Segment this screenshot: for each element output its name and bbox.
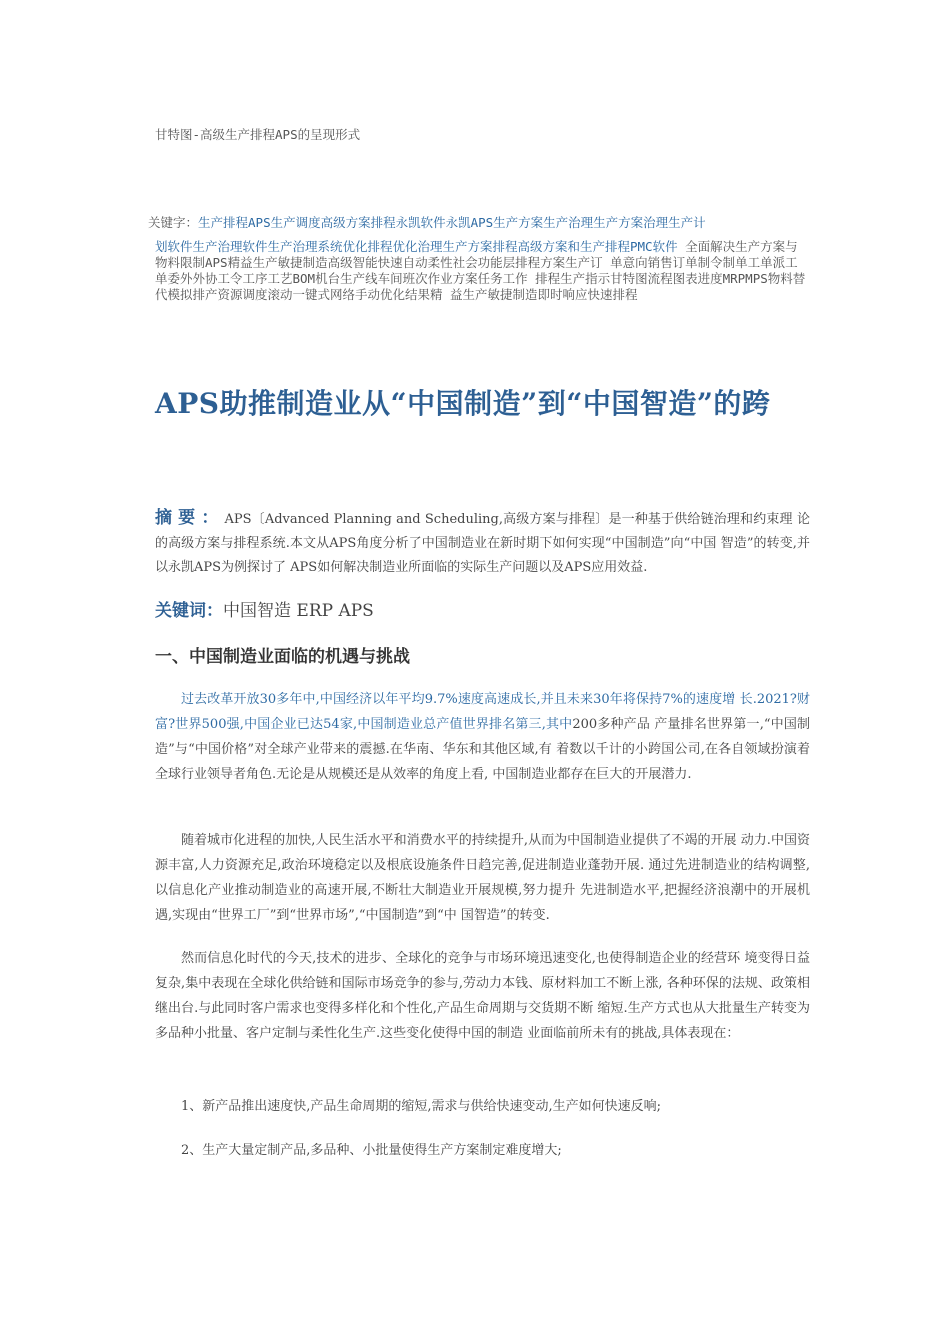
paragraph-1 [155, 687, 810, 787]
abstract-text: APS〔Advanced Planning and Scheduling,高级方案与排程〕是一种基于供给链治理和约束理 论的高级方案与排程系统.本文从APS角度分析了中国制造业在新时期下如何实现“中国制造”向“中国 智造”的转变,并以永凯APS为例探讨了 APS如何解决制造业所面临的实际生产问题以及APS应用效益. [155, 512, 810, 575]
keywords-label: 关键词： [155, 601, 223, 621]
figure-caption: 甘特图-高级生产排程APS的呈现形式 [155, 127, 361, 142]
list-item: 2、生产大量定制产品,多品种、小批量使得生产方案制定难度增大; [181, 1143, 562, 1158]
keywords-top-rest: 全面解决生产方案与物料限制APS精益生产敏捷制造高级智能快速自动柔性社会功能层排程方案生产订 单意向销售订单制令制单工单派工单委外外协工令工序工艺BOM机台生产线车间班次作业方案任务工作 排程生产指示甘特图流程图表进度MRPMPS物料替代模拟排产资源调度滚动一键式网络手动优化结果精 益生产敏捷制造即时响应快速排程 [155, 239, 806, 302]
keywords-top-line1 [148, 215, 808, 231]
abstract [155, 506, 810, 580]
paragraph-2: 随着城市化进程的加快,人民生活水平和消费水平的持续提升,从而为中国制造业提供了不竭的开展 动力.中国资源丰富,人力资源充足,政治环境稳定以及根底设施条件日趋完善,促进制造业蓬勃开展. 通过先进制造业的结构调整,以信息化产业推动制造业的高速开展,不断壮大制造业开展规模,努力提升 先进制造水平,把握经济浪潮中的开展机遇,实现由“世界工厂”到“世界市场”,“中国制造”到“中 国智造”的转变. [155, 833, 810, 923]
paragraph-3: 然而信息化时代的今天,技术的进步、全球化的竞争与市场环境迅速变化,也使得制造企业的经营环 境变得日益复杂,集中表现在全球化供给链和国际市场竞争的参与,劳动力本钱、原材料加工不断上涨, 各种环保的法规、政策相继出台.与此同时客户需求也变得多样化和个性化,产品生命周期与交货期不断 缩短.生产方式也从大批量生产转变为多品种小批量、客户定制与柔性化生产.这些变化使得中国的制造 业面临前所未有的挑战,具体表现在： [155, 951, 810, 1041]
keywords-top-links-1[interactable]: 生产排程APS生产调度高级方案排程永凯软件永凯APS生产方案生产治理生产方案治理生产计 [198, 215, 706, 230]
keywords-top-links-2[interactable]: 划软件生产治理软件生产治理系统优化排程优化治理生产方案排程高级方案和生产排程PMC软件 [155, 239, 678, 254]
keywords-text: 中国智造 ERP APS [223, 601, 374, 621]
section-heading: 一、中国制造业面临的机遇与挑战 [155, 647, 410, 667]
paragraph-1-highlight[interactable]: 过去改革开放30多年中,中国经济以年平均9.7%速度高速成长,并且未来30年将保持7%的速度增 长.2021?财富?世界500强,中国企业已达54家,中国制造业总产值世界排名第三,其中 [155, 692, 810, 732]
keywords-line [155, 596, 374, 621]
paragraph-1-rest: 200多种产品 产量排名世界第一,“中国制造”与“中国价格”对全球产业带来的震撼.在华南、华东和其他区域,有 着数以千计的小跨国公司,在各自领域扮演着全球行业领导者角色.无论是从规模还是从效率的角度上看, 中国制造业都存在巨大的开展潜力. [155, 717, 810, 782]
article-title: APS助推制造业从“中国制造”到“中国智造”的跨 [155, 387, 771, 420]
abstract-label: 摘要： [155, 508, 225, 528]
keywords-top-label: 关键字： [148, 215, 199, 230]
keywords-top-body [155, 239, 810, 303]
list-item: 1、新产品推出速度快,产品生命周期的缩短,需求与供给快速变动,生产如何快速反响; [181, 1099, 662, 1114]
